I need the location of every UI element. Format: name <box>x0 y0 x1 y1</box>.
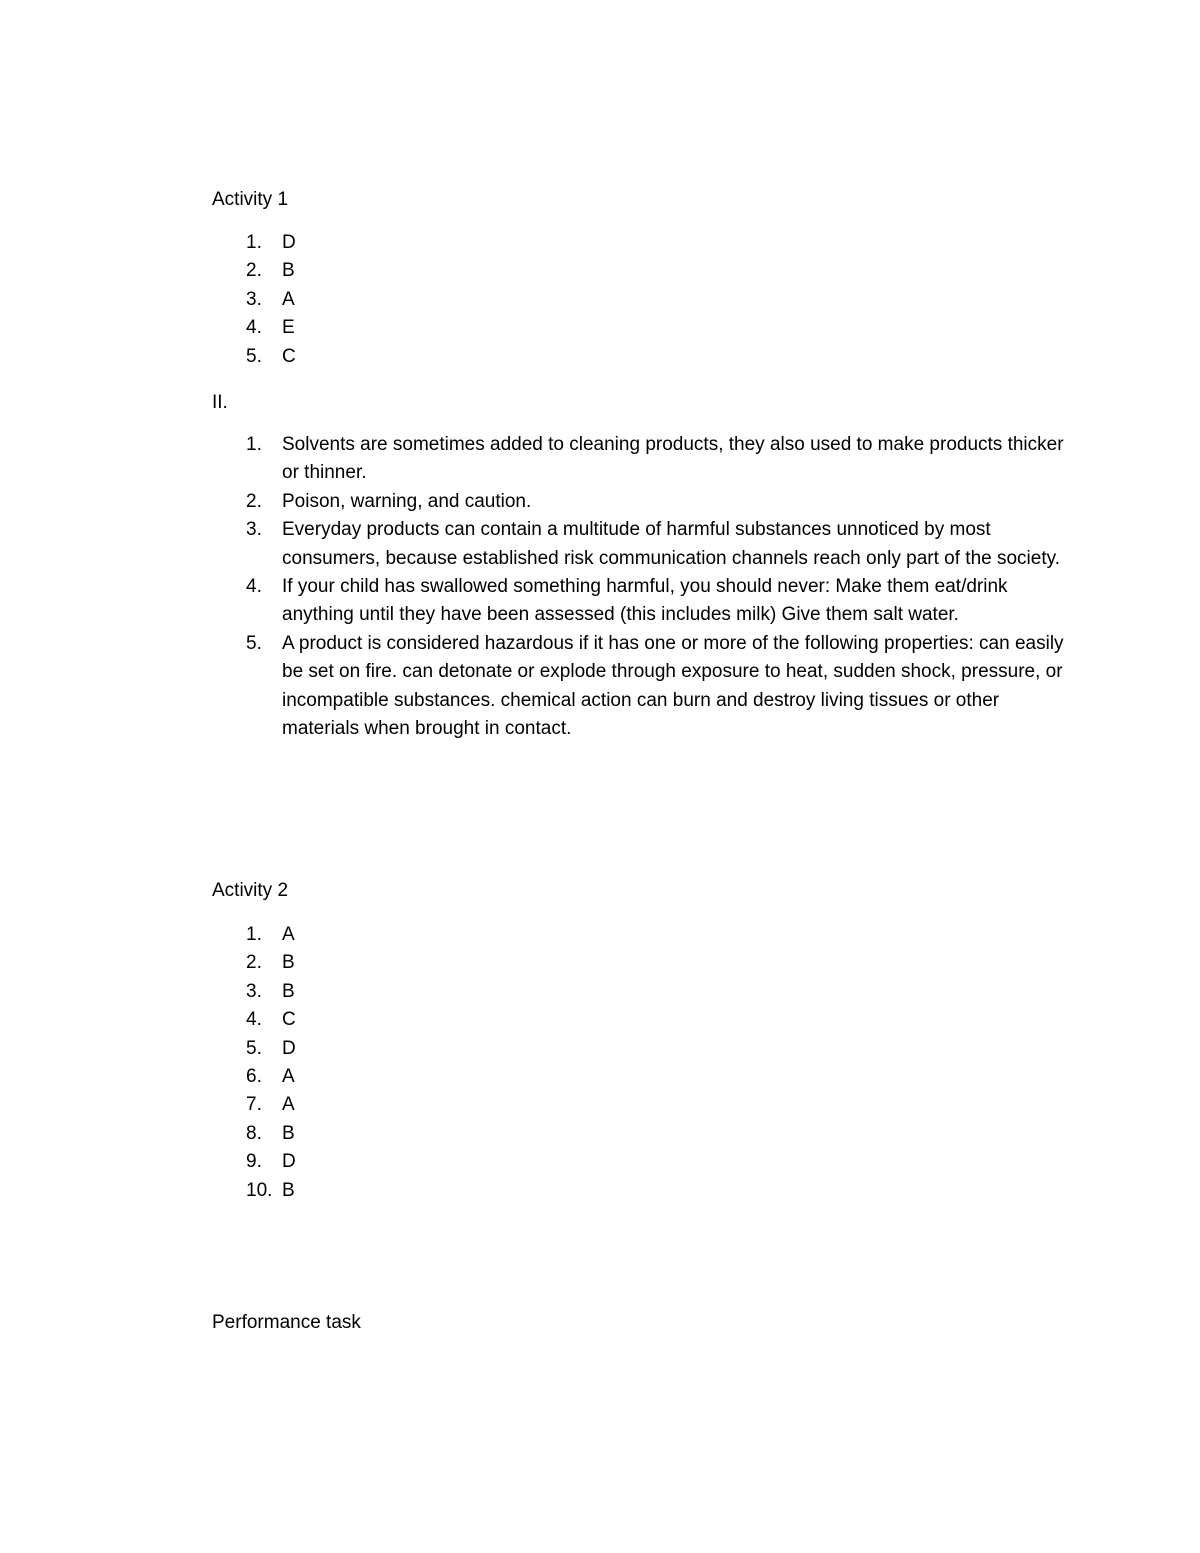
list-item-number: 5. <box>246 1037 262 1059</box>
list-item-number: 5. <box>246 345 262 367</box>
list-item <box>212 1035 1072 1063</box>
list-item-text: If your child has swallowed something harmful, you should never: Make them eat/drink anything until they have been assessed (this includes milk) Give them salt water. <box>282 576 1008 626</box>
performance-task-heading: Performance task <box>212 1312 361 1333</box>
list-item <box>212 1006 1072 1034</box>
list-item <box>212 286 1072 314</box>
section2-answer-list <box>212 431 1072 743</box>
list-item-text: B <box>282 1122 295 1144</box>
list-item-number: 1. <box>246 924 262 945</box>
list-item-text: Solvents are sometimes added to cleaning products, they also used to make products thicker or thinner. <box>282 434 1064 484</box>
list-item-text: A <box>282 1094 295 1116</box>
list-item <box>212 257 1072 285</box>
list-item-text: A product is considered hazardous if it has one or more of the following properties: can easily be set on fire. can detonate or explode through exposure to heat, sudden shock, pressure, or incompatible substances. chemical action can burn and destroy living tissues or other materials when brought in contact. <box>282 632 1064 740</box>
list-item-number: 2. <box>246 952 262 974</box>
list-item <box>212 1063 1072 1091</box>
list-item-text: B <box>282 980 295 1002</box>
list-item-number: 8. <box>246 1122 262 1144</box>
list-item <box>212 516 1072 573</box>
list-item-text: C <box>282 1009 296 1031</box>
list-item <box>212 921 1072 949</box>
list-item-number: 3. <box>246 980 262 1002</box>
list-item-text: A <box>282 288 295 310</box>
list-item-text: A <box>282 924 295 945</box>
list-item <box>212 343 1072 371</box>
list-item-number: 5. <box>246 632 262 654</box>
list-item <box>212 229 1072 257</box>
list-item <box>212 573 1072 630</box>
activity1-answer-list <box>212 229 1072 371</box>
list-item-number: 6. <box>246 1066 262 1088</box>
list-item <box>212 1177 1072 1205</box>
list-item-number: 4. <box>246 317 262 339</box>
list-item <box>212 488 1072 516</box>
list-item <box>212 1120 1072 1148</box>
list-item <box>212 431 1072 488</box>
list-item-text: Everyday products can contain a multitude of harmful substances unnoticed by most consumers, because established risk communication channels reach only part of the society. <box>282 519 1060 569</box>
list-item-number: 4. <box>246 1009 262 1031</box>
list-item <box>212 314 1072 342</box>
list-item <box>212 949 1072 977</box>
list-item-text: E <box>282 317 295 339</box>
list-item <box>212 1091 1072 1119</box>
list-item-text: C <box>282 345 296 367</box>
list-item-number: 2. <box>246 260 262 282</box>
activity2-heading: Activity 2 <box>212 880 289 901</box>
list-item-text: Poison, warning, and caution. <box>282 490 532 512</box>
list-item-number: 3. <box>246 288 262 310</box>
list-item <box>212 1148 1072 1176</box>
list-item-text: B <box>282 1179 295 1201</box>
list-item-text: D <box>282 1151 296 1173</box>
section2-heading: II. <box>212 392 228 413</box>
list-item-number: 3. <box>246 519 262 541</box>
list-item-number: 7. <box>246 1094 262 1116</box>
list-item-text: D <box>282 1037 296 1059</box>
list-item <box>212 978 1072 1006</box>
list-item-number: 4. <box>246 576 262 598</box>
list-item-number: 1. <box>246 434 262 455</box>
list-item-number: 2. <box>246 490 262 512</box>
list-item-text: D <box>282 232 296 253</box>
list-item-number: 10. <box>246 1179 273 1201</box>
list-item <box>212 630 1072 744</box>
activity2-answer-list <box>212 921 1072 1205</box>
list-item-number: 1. <box>246 232 262 253</box>
list-item-text: A <box>282 1066 295 1088</box>
list-item-text: B <box>282 952 295 974</box>
list-item-text: B <box>282 260 295 282</box>
activity1-heading: Activity 1 <box>212 189 289 210</box>
list-item-number: 9. <box>246 1151 262 1173</box>
